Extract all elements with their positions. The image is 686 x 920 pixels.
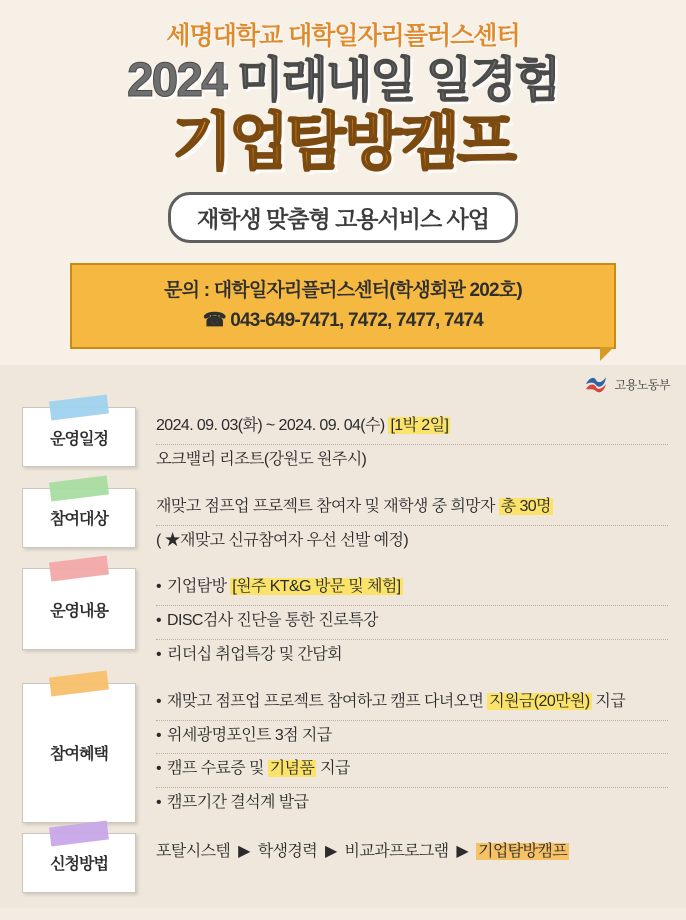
poster-title-line-2: 기업탐방캠프 <box>172 107 514 177</box>
line-segment: 리더십 취업특강 및 간담회 <box>167 646 342 664</box>
row-tag-card <box>22 568 136 650</box>
row-line <box>156 411 668 445</box>
line-segment: ( ★재맞고 신규참여자 우선 선발 예정) <box>156 531 409 549</box>
tape-icon <box>49 395 109 421</box>
line-segment: 총 30명 <box>500 497 551 515</box>
line-segment: 2024. 09. 03(화) ~ 2024. 09. 04(수) <box>156 417 389 435</box>
row-tag-card <box>22 488 136 548</box>
line-segment: 캠프 수료증 및 <box>167 760 268 778</box>
row-line <box>156 572 668 606</box>
poster-header <box>0 0 686 365</box>
row-line <box>156 788 668 821</box>
row-tag-label: 신청방법 <box>50 856 108 874</box>
poster-body <box>0 365 686 908</box>
poster-subtitle: 재학생 맞춤형 고용서비스 사업 <box>196 206 489 233</box>
line-segment: 포탈시스템 <box>156 842 235 860</box>
line-segment: 지급 <box>591 692 626 710</box>
row-line <box>156 640 668 673</box>
organization-line: 세명대학교 대학일자리플러스센터 <box>166 22 520 50</box>
tape-icon <box>49 820 109 846</box>
line-segment: 캠프기간 결석계 발급 <box>167 794 309 812</box>
row-tag-card <box>22 833 136 893</box>
line-segment: 기업탐방 <box>167 578 231 596</box>
line-segment: ▶ <box>238 842 250 860</box>
line-segment: 비교과프로그램 <box>340 842 453 860</box>
row-content <box>136 407 668 478</box>
row-line <box>156 606 668 640</box>
row-line <box>156 526 668 559</box>
tape-icon <box>49 670 109 696</box>
tape-icon <box>49 475 109 501</box>
ministry-emblem-icon <box>583 371 609 397</box>
line-segment: [원주 KT&G 방문 및 체험] <box>232 578 401 596</box>
tape-icon <box>49 556 109 582</box>
line-segment: 학생경력 <box>253 842 321 860</box>
poster-subtitle-badge <box>168 192 518 243</box>
row-line <box>156 837 668 870</box>
line-segment: 재맞고 점프업 프로젝트 참여하고 캠프 다녀오면 <box>167 692 488 710</box>
line-segment: 위세광명포인트 3점 지급 <box>167 726 332 744</box>
line-segment: 재맞고 점프업 프로젝트 참여자 및 재학생 중 희망자 <box>156 497 499 515</box>
contact-line-1: 문의 : 대학일자리플러스센터(학생회관 202호) <box>164 280 522 302</box>
info-row <box>0 833 686 893</box>
row-content <box>136 683 668 821</box>
line-segment: 지급 <box>316 760 350 778</box>
ministry-label: 고용노동부 <box>614 377 670 392</box>
line-segment: 기념품 <box>269 760 315 778</box>
row-line <box>156 492 668 526</box>
line-segment: 지원금(20만원) <box>489 692 590 710</box>
contact-line-2: ☎ 043-649-7471, 7472, 7477, 7474 <box>202 309 484 331</box>
row-tag-card <box>22 683 136 823</box>
row-tag-card <box>22 407 136 467</box>
row-content <box>136 568 668 672</box>
info-row <box>0 488 686 559</box>
row-tag-label: 참여혜택 <box>50 746 108 764</box>
row-content <box>136 833 668 870</box>
info-rows <box>0 379 686 893</box>
poster-title-line-1: 2024 미래내일 일경험 <box>126 54 560 107</box>
line-segment: DISC검사 진단을 통한 진로특강 <box>167 612 378 630</box>
row-line <box>156 445 668 478</box>
line-segment: ▶ <box>456 842 469 860</box>
row-tag-label: 운영일정 <box>50 430 108 448</box>
line-segment: 기업탐방캠프 <box>477 842 568 860</box>
row-tag-label: 참여대상 <box>50 511 108 529</box>
row-content <box>136 488 668 559</box>
row-tag-label: 운영내용 <box>50 602 108 620</box>
line-segment: ▶ <box>324 842 337 860</box>
line-segment: 오크밸리 리조트(강원도 원주시) <box>156 451 367 469</box>
ministry-logo <box>583 371 670 397</box>
row-line <box>156 754 668 788</box>
info-row <box>0 407 686 478</box>
info-row <box>0 568 686 672</box>
row-line <box>156 721 668 755</box>
line-segment: [1박 2일] <box>390 417 449 435</box>
info-row <box>0 683 686 823</box>
row-line <box>156 687 668 721</box>
contact-ribbon <box>70 263 616 349</box>
